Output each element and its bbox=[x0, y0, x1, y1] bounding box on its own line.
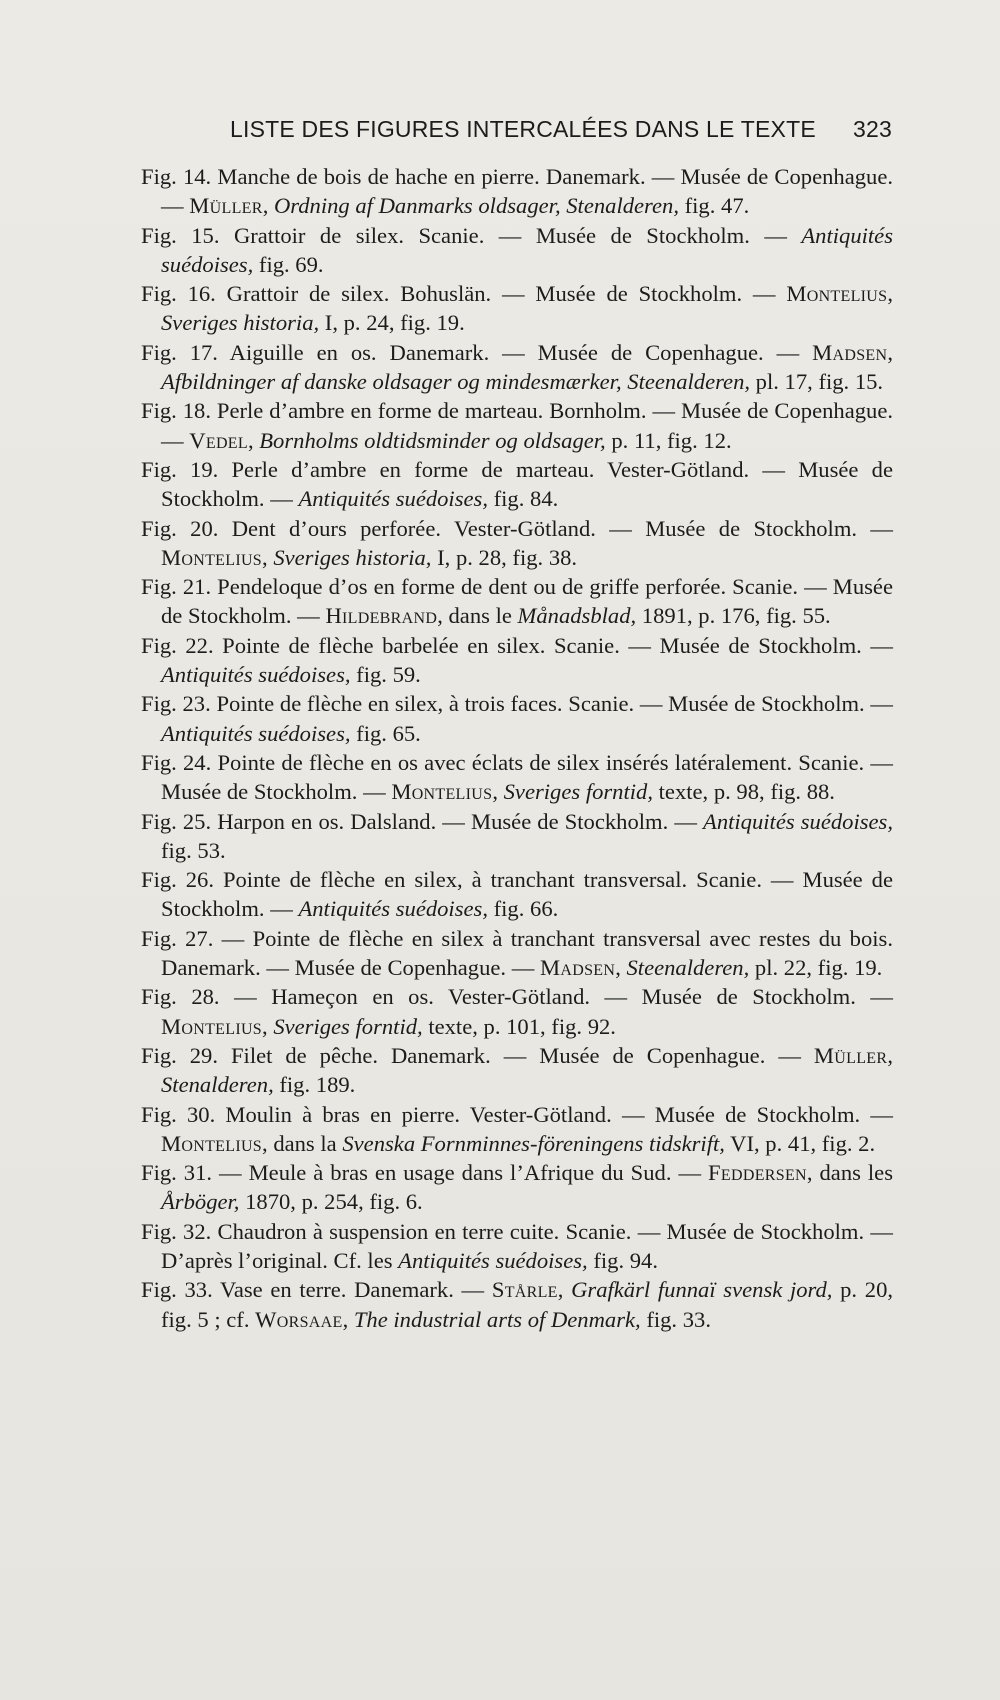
entry-text: , bbox=[492, 779, 504, 805]
entry-text: Fig. 19. Perle d’ambre en forme de marteau. Vester-Götland. — Musée de Stockholm. — bbox=[141, 456, 893, 512]
entry-text: fig. 65. bbox=[350, 720, 421, 746]
page-number: 323 bbox=[853, 116, 892, 142]
entry-text: , bbox=[557, 1277, 572, 1303]
figure-entry bbox=[141, 1041, 893, 1100]
entry-text: I, p. 28, fig. 38. bbox=[431, 544, 578, 570]
author-name: Montelius bbox=[391, 779, 493, 805]
entry-text: Fig. 27. — Pointe de flèche en silex à tranchant transversal avec restes du bois. Danemark. — Musée de Copenhague. — bbox=[141, 925, 893, 981]
figure-entry bbox=[141, 924, 893, 983]
italic-title: Stenalderen, bbox=[161, 1072, 274, 1098]
italic-title: Årböger, bbox=[161, 1189, 240, 1215]
entry-text: 1891, p. 176, fig. 55. bbox=[636, 603, 831, 629]
entry-text: fig. 66. bbox=[487, 896, 559, 922]
figure-entry bbox=[141, 631, 893, 690]
author-name: Hildebrand bbox=[325, 603, 438, 629]
entry-text: , bbox=[887, 281, 893, 307]
entry-text: Fig. 31. — Meule à bras en usage dans l’Afrique du Sud. — bbox=[141, 1160, 709, 1186]
entry-text: Fig. 14. Manche de bois de hache en pierre. Danemark. — Musée de Copenhague. — bbox=[141, 164, 893, 219]
entry-text: , dans les bbox=[806, 1160, 894, 1186]
figure-entry bbox=[141, 514, 893, 573]
author-name: Worsaae bbox=[255, 1306, 343, 1332]
italic-title: Sveriges historia, bbox=[161, 310, 320, 336]
entry-text: pl. 17, fig. 15. bbox=[750, 369, 884, 395]
italic-title: Svenska Fornminnes-föreningens tidskrift, bbox=[342, 1130, 725, 1156]
author-name: Müller bbox=[189, 193, 263, 219]
entry-text: Fig. 18. Perle d’ambre en forme de marteau. Bornholm. — Musée de Copenhague. — bbox=[141, 398, 893, 453]
italic-title: Sveriges forntid, bbox=[503, 779, 653, 805]
figure-entry bbox=[141, 162, 893, 221]
entry-text: Fig. 28. — Hameçon en os. Vester-Götland. — Musée de Stockholm. — bbox=[141, 984, 893, 1010]
figure-entry bbox=[141, 1158, 893, 1217]
entry-text: , bbox=[615, 955, 627, 981]
italic-title: Sveriges historia, bbox=[273, 544, 432, 570]
italic-title: Bornholms oldtidsminder og oldsager, bbox=[259, 427, 606, 453]
entry-text: Fig. 20. Dent d’ours perforée. Vester-Götland. — Musée de Stockholm. — bbox=[141, 515, 893, 541]
figure-entry bbox=[141, 455, 893, 514]
figure-entry bbox=[141, 748, 893, 807]
figure-entry bbox=[141, 865, 893, 924]
entry-text: , bbox=[262, 193, 274, 219]
entry-text: texte, p. 98, fig. 88. bbox=[652, 779, 835, 805]
running-header bbox=[230, 116, 892, 143]
author-name: Vedel bbox=[189, 427, 248, 453]
entry-text: Fig. 23. Pointe de flèche en silex, à trois faces. Scanie. — Musée de Stockholm. — bbox=[141, 691, 893, 717]
entry-text: Fig. 21. Pendeloque d’os en forme de dent ou de griffe perforée. Scanie. — Musée de Stockholm. — bbox=[141, 574, 893, 629]
author-name: Madsen bbox=[812, 339, 888, 365]
italic-title: The industrial arts of Denmark, bbox=[353, 1306, 641, 1332]
italic-title: Antiquités suédoises, bbox=[161, 662, 351, 688]
italic-title: Grafkärl funnaï svensk jord, bbox=[571, 1277, 833, 1303]
italic-title: Månadsblad, bbox=[517, 603, 637, 629]
italic-title: Antiquités suédoises, bbox=[703, 808, 893, 834]
figure-entry bbox=[141, 279, 893, 338]
figure-entry bbox=[141, 689, 893, 748]
entry-text: fig. 47. bbox=[678, 193, 750, 219]
entry-text: fig. 33. bbox=[640, 1306, 711, 1332]
entry-text: fig. 189. bbox=[273, 1072, 356, 1098]
entry-text: Fig. 25. Harpon en os. Dalsland. — Musée de Stockholm. — bbox=[141, 808, 704, 834]
entry-text: , bbox=[342, 1306, 354, 1332]
entry-text: Fig. 16. Grattoir de silex. Bohuslän. — Musée de Stockholm. — bbox=[141, 281, 787, 307]
entry-text: fig. 94. bbox=[587, 1247, 658, 1273]
figure-entry bbox=[141, 1217, 893, 1276]
author-name: Montelius bbox=[161, 1130, 263, 1156]
italic-title: Antiquités suédoises, bbox=[398, 1247, 588, 1273]
entry-text: Fig. 24. Pointe de flèche en os avec éclats de silex insérés latéralement. Scanie. — Musée de Stockholm. — bbox=[141, 749, 893, 805]
entry-text: , bbox=[262, 544, 274, 570]
entry-text: fig. 53. bbox=[161, 837, 226, 863]
entry-text: Fig. 15. Grattoir de silex. Scanie. — Musée de Stockholm. — bbox=[141, 222, 802, 248]
figure-entry bbox=[141, 1100, 893, 1159]
entry-text: VI, p. 41, fig. 2. bbox=[724, 1130, 876, 1156]
author-name: Feddersen bbox=[708, 1160, 807, 1186]
figure-entry bbox=[141, 572, 893, 631]
entry-text: fig. 69. bbox=[253, 251, 324, 277]
author-name: Müller bbox=[813, 1042, 888, 1068]
entry-text: , dans le bbox=[437, 603, 518, 629]
entry-text: fig. 59. bbox=[350, 662, 421, 688]
entry-text: Fig. 22. Pointe de flèche barbelée en silex. Scanie. — Musée de Stockholm. — bbox=[141, 632, 893, 658]
entry-text: , bbox=[262, 1013, 274, 1039]
italic-title: Steenalderen, bbox=[626, 955, 750, 981]
author-name: Montelius bbox=[786, 281, 888, 307]
italic-title: Antiquités suédoises, bbox=[298, 486, 488, 512]
italic-title: Afbildninger af danske oldsager og mindesmærker, Steenalderen, bbox=[161, 369, 751, 395]
italic-title: Sveriges forntid, bbox=[273, 1013, 423, 1039]
entry-text: texte, p. 101, fig. 92. bbox=[422, 1013, 616, 1039]
italic-title: Antiquités suédoises, bbox=[161, 720, 351, 746]
entry-text: , bbox=[247, 427, 260, 453]
entry-text: 1870, p. 254, fig. 6. bbox=[239, 1189, 423, 1215]
entry-text: p. 11, fig. 12. bbox=[605, 427, 732, 453]
figure-entry bbox=[141, 982, 893, 1041]
entry-text: Fig. 26. Pointe de flèche en silex, à tranchant transversal. Scanie. — Musée de Stockholm. — bbox=[141, 867, 893, 922]
figure-entry bbox=[141, 221, 893, 280]
figure-entry bbox=[141, 338, 893, 397]
italic-title: Ordning af Danmarks oldsager, Stenalderen, bbox=[273, 193, 679, 219]
entry-text: Fig. 29. Filet de pêche. Danemark. — Musée de Copenhague. — bbox=[141, 1042, 814, 1068]
figure-entry bbox=[141, 396, 893, 455]
entry-text: fig. 84. bbox=[487, 486, 559, 512]
entry-text: , bbox=[887, 339, 893, 365]
entry-text: Fig. 17. Aiguille en os. Danemark. — Musée de Copenhague. — bbox=[141, 339, 813, 365]
figure-entry bbox=[141, 1275, 893, 1334]
running-title: LISTE DES FIGURES INTERCALÉES DANS LE TEXTE bbox=[230, 116, 816, 142]
figure-entry bbox=[141, 807, 893, 866]
author-name: Montelius bbox=[161, 1013, 263, 1039]
italic-title: Antiquités suédoises, bbox=[161, 222, 893, 277]
author-name: Stårle bbox=[491, 1277, 558, 1303]
author-name: Montelius bbox=[161, 544, 263, 570]
entry-text: I, p. 24, fig. 19. bbox=[319, 310, 465, 336]
figure-list bbox=[141, 162, 893, 1334]
entry-text: Fig. 33. Vase en terre. Danemark. — bbox=[141, 1277, 492, 1303]
italic-title: Antiquités suédoises, bbox=[298, 896, 488, 922]
entry-text: p. 20, fig. 5 ; cf. bbox=[161, 1277, 894, 1332]
author-name: Madsen bbox=[539, 955, 616, 981]
entry-text: , bbox=[887, 1042, 893, 1068]
entry-text: Fig. 30. Moulin à bras en pierre. Vester-Götland. — Musée de Stockholm. — bbox=[141, 1101, 893, 1127]
entry-text: , dans la bbox=[262, 1130, 343, 1156]
entry-text: Fig. 32. Chaudron à suspension en terre cuite. Scanie. — Musée de Stockholm. — D’après l’original. Cf. les bbox=[141, 1218, 893, 1273]
entry-text: pl. 22, fig. 19. bbox=[749, 955, 883, 981]
